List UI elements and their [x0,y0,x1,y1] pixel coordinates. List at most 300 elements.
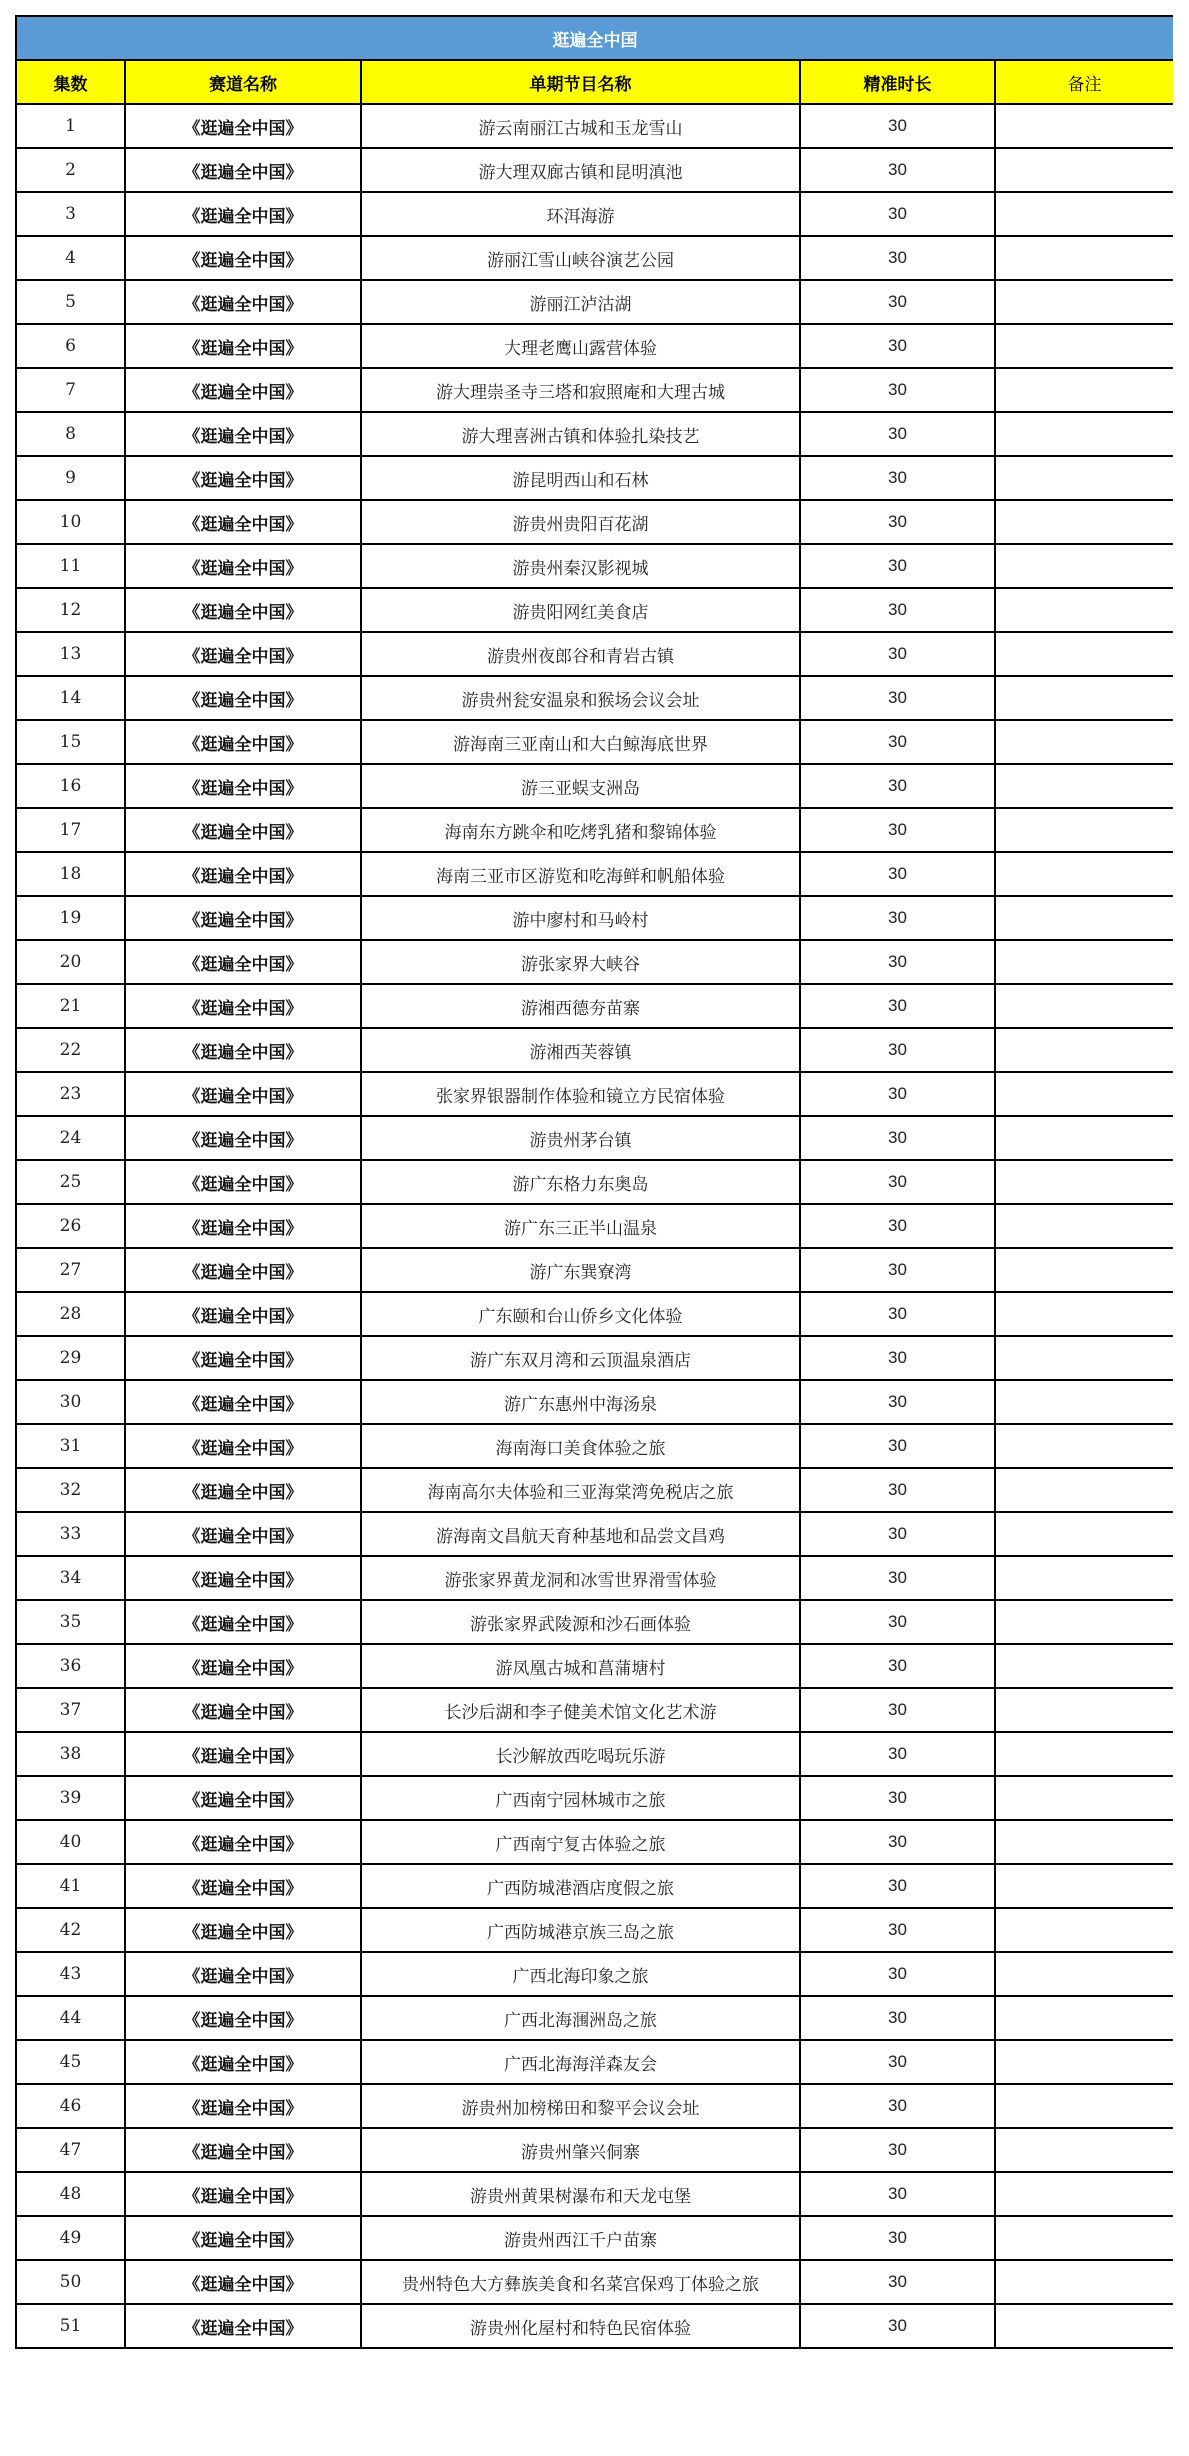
program-name-cell[interactable]: 游广东双月湾和云顶温泉酒店 [361,1336,800,1380]
notes-cell[interactable] [995,1556,1173,1600]
episode-number-cell[interactable]: 24 [16,1116,125,1160]
duration-cell[interactable]: 30 [800,1512,995,1556]
episode-number-cell[interactable]: 31 [16,1424,125,1468]
table-row [16,1952,1173,1996]
episode-number-cell[interactable]: 8 [16,412,125,456]
program-name-cell[interactable]: 游贵州黄果树瀑布和天龙屯堡 [361,2172,800,2216]
table-row [16,1292,1173,1336]
duration-cell[interactable]: 30 [800,2172,995,2216]
program-name-cell[interactable]: 广东颐和台山侨乡文化体验 [361,1292,800,1336]
notes-cell[interactable] [995,1732,1173,1776]
notes-cell[interactable] [995,500,1173,544]
episode-number-cell[interactable]: 13 [16,632,125,676]
program-name-cell[interactable]: 游丽江雪山峡谷演艺公园 [361,236,800,280]
episode-number-cell[interactable]: 19 [16,896,125,940]
episode-number-cell[interactable]: 4 [16,236,125,280]
episode-number-cell[interactable]: 38 [16,1732,125,1776]
program-name-cell[interactable]: 游湘西芙蓉镇 [361,1028,800,1072]
duration-cell[interactable]: 30 [800,1160,995,1204]
duration-cell[interactable]: 30 [800,2260,995,2304]
notes-cell[interactable] [995,588,1173,632]
program-name-cell[interactable]: 大理老鹰山露营体验 [361,324,800,368]
episode-number-cell[interactable]: 12 [16,588,125,632]
notes-cell[interactable] [995,236,1173,280]
notes-cell[interactable] [995,2084,1173,2128]
table-row [16,1600,1173,1644]
track-name-cell[interactable]: 《逛遍全中国》 [125,1732,361,1776]
duration-cell[interactable]: 30 [800,984,995,1028]
track-name-cell[interactable]: 《逛遍全中国》 [125,1600,361,1644]
track-name-cell[interactable]: 《逛遍全中国》 [125,104,361,148]
program-name-cell[interactable]: 游广东格力东奥岛 [361,1160,800,1204]
notes-cell[interactable] [995,940,1173,984]
program-name-cell[interactable]: 海南三亚市区游览和吃海鲜和帆船体验 [361,852,800,896]
track-name-cell[interactable]: 《逛遍全中国》 [125,1908,361,1952]
table-row [16,720,1173,764]
duration-cell[interactable]: 30 [800,1864,995,1908]
duration-cell[interactable]: 30 [800,896,995,940]
track-name-cell[interactable]: 《逛遍全中国》 [125,1556,361,1600]
notes-cell[interactable] [995,1116,1173,1160]
notes-cell[interactable] [995,368,1173,412]
episode-number-cell[interactable]: 18 [16,852,125,896]
track-name-cell[interactable]: 《逛遍全中国》 [125,280,361,324]
track-name-cell[interactable]: 《逛遍全中国》 [125,1688,361,1732]
notes-cell[interactable] [995,1380,1173,1424]
program-name-cell[interactable]: 游海南文昌航天育种基地和品尝文昌鸡 [361,1512,800,1556]
duration-cell[interactable]: 30 [800,1644,995,1688]
duration-cell[interactable]: 30 [800,1116,995,1160]
program-name-cell[interactable]: 贵州特色大方彝族美食和名菜宫保鸡丁体验之旅 [361,2260,800,2304]
duration-cell[interactable]: 30 [800,1248,995,1292]
duration-cell[interactable]: 30 [800,280,995,324]
duration-cell[interactable]: 30 [800,1776,995,1820]
track-name-cell[interactable]: 《逛遍全中国》 [125,852,361,896]
column-header-notes[interactable]: 备注 [995,60,1173,104]
program-name-cell[interactable]: 游凤凰古城和菖蒲塘村 [361,1644,800,1688]
table-row [16,2304,1173,2348]
notes-cell[interactable] [995,2172,1173,2216]
episode-number-cell[interactable]: 10 [16,500,125,544]
track-name-cell[interactable]: 《逛遍全中国》 [125,456,361,500]
program-name-cell[interactable]: 广西防城港京族三岛之旅 [361,1908,800,1952]
program-name-cell[interactable]: 游张家界大峡谷 [361,940,800,984]
program-name-cell[interactable]: 游湘西德夯苗寨 [361,984,800,1028]
track-name-cell[interactable]: 《逛遍全中国》 [125,2084,361,2128]
notes-cell[interactable] [995,1996,1173,2040]
program-name-cell[interactable]: 海南东方跳伞和吃烤乳猪和黎锦体验 [361,808,800,852]
program-name-cell[interactable]: 游贵州夜郎谷和青岩古镇 [361,632,800,676]
program-name-cell[interactable]: 环洱海游 [361,192,800,236]
episode-number-cell[interactable]: 11 [16,544,125,588]
program-name-cell[interactable]: 游张家界武陵源和沙石画体验 [361,1600,800,1644]
table-row [16,1644,1173,1688]
notes-cell[interactable] [995,280,1173,324]
program-name-cell[interactable]: 游海南三亚南山和大白鲸海底世界 [361,720,800,764]
episode-number-cell[interactable]: 6 [16,324,125,368]
duration-cell[interactable]: 30 [800,1600,995,1644]
duration-cell[interactable]: 30 [800,2304,995,2348]
duration-cell[interactable]: 30 [800,1424,995,1468]
duration-cell[interactable]: 30 [800,940,995,984]
header-row [16,60,1173,104]
track-name-cell[interactable]: 《逛遍全中国》 [125,588,361,632]
episode-number-cell[interactable]: 43 [16,1952,125,1996]
duration-cell[interactable]: 30 [800,1468,995,1512]
track-name-cell[interactable]: 《逛遍全中国》 [125,1116,361,1160]
program-name-cell[interactable]: 广西北海海洋森友会 [361,2040,800,2084]
duration-cell[interactable]: 30 [800,808,995,852]
program-name-cell[interactable]: 游大理双廊古镇和昆明滇池 [361,148,800,192]
duration-cell[interactable]: 30 [800,1292,995,1336]
duration-cell[interactable]: 30 [800,720,995,764]
track-name-cell[interactable]: 《逛遍全中国》 [125,500,361,544]
duration-cell[interactable]: 30 [800,2040,995,2084]
track-name-cell[interactable]: 《逛遍全中国》 [125,368,361,412]
track-name-cell[interactable]: 《逛遍全中国》 [125,1776,361,1820]
episode-number-cell[interactable]: 34 [16,1556,125,1600]
duration-cell[interactable]: 30 [800,1908,995,1952]
notes-cell[interactable] [995,1864,1173,1908]
program-name-cell[interactable]: 张家界银器制作体验和镜立方民宿体验 [361,1072,800,1116]
program-name-cell[interactable]: 广西北海印象之旅 [361,1952,800,1996]
column-header-track[interactable]: 赛道名称 [125,60,361,104]
notes-cell[interactable] [995,1336,1173,1380]
program-name-cell[interactable]: 长沙解放西吃喝玩乐游 [361,1732,800,1776]
program-name-cell[interactable]: 游贵州加榜梯田和黎平会议会址 [361,2084,800,2128]
program-name-cell[interactable]: 广西北海涠洲岛之旅 [361,1996,800,2040]
program-name-cell[interactable]: 游中廖村和马岭村 [361,896,800,940]
program-name-cell[interactable]: 游广东巽寮湾 [361,1248,800,1292]
duration-cell[interactable]: 30 [800,1336,995,1380]
duration-cell[interactable]: 30 [800,500,995,544]
notes-cell[interactable] [995,456,1173,500]
table-row [16,1556,1173,1600]
track-name-cell[interactable]: 《逛遍全中国》 [125,1512,361,1556]
program-name-cell[interactable]: 海南高尔夫体验和三亚海棠湾免税店之旅 [361,1468,800,1512]
episode-number-cell[interactable]: 3 [16,192,125,236]
episode-number-cell[interactable]: 36 [16,1644,125,1688]
column-header-duration[interactable]: 精准时长 [800,60,995,104]
episode-number-cell[interactable]: 30 [16,1380,125,1424]
table-row [16,2260,1173,2304]
duration-cell[interactable]: 30 [800,2216,995,2260]
table-row [16,1248,1173,1292]
table-row [16,1512,1173,1556]
episode-number-cell[interactable]: 49 [16,2216,125,2260]
program-name-cell[interactable]: 广西防城港酒店度假之旅 [361,1864,800,1908]
notes-cell[interactable] [995,1688,1173,1732]
episode-number-cell[interactable]: 25 [16,1160,125,1204]
track-name-cell[interactable]: 《逛遍全中国》 [125,2172,361,2216]
notes-cell[interactable] [995,1204,1173,1248]
notes-cell[interactable] [995,1072,1173,1116]
track-name-cell[interactable]: 《逛遍全中国》 [125,1072,361,1116]
duration-cell[interactable]: 30 [800,852,995,896]
track-name-cell[interactable]: 《逛遍全中国》 [125,1160,361,1204]
notes-cell[interactable] [995,2128,1173,2172]
program-name-cell[interactable]: 游贵州肇兴侗寨 [361,2128,800,2172]
track-name-cell[interactable]: 《逛遍全中国》 [125,1996,361,2040]
duration-cell[interactable]: 30 [800,632,995,676]
table-row [16,896,1173,940]
episode-number-cell[interactable]: 5 [16,280,125,324]
table-row [16,544,1173,588]
notes-cell[interactable] [995,192,1173,236]
table-body [16,104,1173,2348]
episode-number-cell[interactable]: 44 [16,1996,125,2040]
track-name-cell[interactable]: 《逛遍全中国》 [125,1864,361,1908]
notes-cell[interactable] [995,324,1173,368]
duration-cell[interactable]: 30 [800,1204,995,1248]
spreadsheet-area [15,15,1173,2440]
track-name-cell[interactable]: 《逛遍全中国》 [125,720,361,764]
duration-cell[interactable]: 30 [800,1688,995,1732]
table-row [16,940,1173,984]
duration-cell[interactable]: 30 [800,1952,995,1996]
table-row [16,1160,1173,1204]
duration-cell[interactable]: 30 [800,456,995,500]
program-name-cell[interactable]: 游贵州贵阳百花湖 [361,500,800,544]
table-row [16,280,1173,324]
program-name-cell[interactable]: 广西南宁复古体验之旅 [361,1820,800,1864]
program-name-cell[interactable]: 海南海口美食体验之旅 [361,1424,800,1468]
notes-cell[interactable] [995,720,1173,764]
notes-cell[interactable] [995,104,1173,148]
table-row [16,412,1173,456]
duration-cell[interactable]: 30 [800,1072,995,1116]
notes-cell[interactable] [995,852,1173,896]
episode-number-cell[interactable]: 9 [16,456,125,500]
program-name-cell[interactable]: 游贵州瓮安温泉和猴场会议会址 [361,676,800,720]
duration-cell[interactable]: 30 [800,1996,995,2040]
notes-cell[interactable] [995,1248,1173,1292]
program-name-cell[interactable]: 游广东三正半山温泉 [361,1204,800,1248]
column-header-program[interactable]: 单期节目名称 [361,60,800,104]
table-row [16,368,1173,412]
track-name-cell[interactable]: 《逛遍全中国》 [125,808,361,852]
duration-cell[interactable]: 30 [800,1732,995,1776]
episode-number-cell[interactable]: 45 [16,2040,125,2084]
table-row [16,1732,1173,1776]
table-row [16,324,1173,368]
episode-number-cell[interactable]: 33 [16,1512,125,1556]
episode-number-cell[interactable]: 20 [16,940,125,984]
notes-cell[interactable] [995,1512,1173,1556]
program-name-cell[interactable]: 游昆明西山和石林 [361,456,800,500]
duration-cell[interactable]: 30 [800,588,995,632]
duration-cell[interactable]: 30 [800,544,995,588]
notes-cell[interactable] [995,2304,1173,2348]
notes-cell[interactable] [995,1292,1173,1336]
notes-cell[interactable] [995,1028,1173,1072]
track-name-cell[interactable]: 《逛遍全中国》 [125,896,361,940]
episode-number-cell[interactable]: 17 [16,808,125,852]
track-name-cell[interactable]: 《逛遍全中国》 [125,1204,361,1248]
program-name-cell[interactable]: 游广东惠州中海汤泉 [361,1380,800,1424]
table-row [16,1776,1173,1820]
episode-number-cell[interactable]: 16 [16,764,125,808]
table-row [16,500,1173,544]
table-row [16,1072,1173,1116]
table-row [16,192,1173,236]
track-name-cell[interactable]: 《逛遍全中国》 [125,324,361,368]
track-name-cell[interactable]: 《逛遍全中国》 [125,412,361,456]
track-name-cell[interactable]: 《逛遍全中国》 [125,148,361,192]
table-row [16,588,1173,632]
episode-number-cell[interactable]: 26 [16,1204,125,1248]
program-name-cell[interactable]: 游贵州秦汉影视城 [361,544,800,588]
program-name-cell[interactable]: 游云南丽江古城和玉龙雪山 [361,104,800,148]
notes-cell[interactable] [995,544,1173,588]
track-name-cell[interactable]: 《逛遍全中国》 [125,764,361,808]
column-header-episode[interactable]: 集数 [16,60,125,104]
notes-cell[interactable] [995,148,1173,192]
episode-number-cell[interactable]: 22 [16,1028,125,1072]
episode-number-cell[interactable]: 41 [16,1864,125,1908]
episode-number-cell[interactable]: 27 [16,1248,125,1292]
track-name-cell[interactable]: 《逛遍全中国》 [125,2304,361,2348]
table-row [16,1204,1173,1248]
episode-number-cell[interactable]: 35 [16,1600,125,1644]
notes-cell[interactable] [995,1908,1173,1952]
episode-number-cell[interactable]: 7 [16,368,125,412]
track-name-cell[interactable]: 《逛遍全中国》 [125,940,361,984]
track-name-cell[interactable]: 《逛遍全中国》 [125,1952,361,1996]
track-name-cell[interactable]: 《逛遍全中国》 [125,2040,361,2084]
duration-cell[interactable]: 30 [800,676,995,720]
episode-number-cell[interactable]: 28 [16,1292,125,1336]
program-name-cell[interactable]: 游大理喜洲古镇和体验扎染技艺 [361,412,800,456]
episode-number-cell[interactable]: 42 [16,1908,125,1952]
episode-number-cell[interactable]: 40 [16,1820,125,1864]
table-row [16,2040,1173,2084]
track-name-cell[interactable]: 《逛遍全中国》 [125,2128,361,2172]
duration-cell[interactable]: 30 [800,1556,995,1600]
notes-cell[interactable] [995,632,1173,676]
notes-cell[interactable] [995,984,1173,1028]
duration-cell[interactable]: 30 [800,1820,995,1864]
notes-cell[interactable] [995,412,1173,456]
table-row [16,148,1173,192]
notes-cell[interactable] [995,2040,1173,2084]
duration-cell[interactable]: 30 [800,2128,995,2172]
duration-cell[interactable]: 30 [800,1028,995,1072]
duration-cell[interactable]: 30 [800,192,995,236]
track-name-cell[interactable]: 《逛遍全中国》 [125,1292,361,1336]
episode-number-cell[interactable]: 51 [16,2304,125,2348]
track-name-cell[interactable]: 《逛遍全中国》 [125,1028,361,1072]
table-row [16,2216,1173,2260]
notes-cell[interactable] [995,808,1173,852]
table-row [16,1996,1173,2040]
episode-number-cell[interactable]: 39 [16,1776,125,1820]
notes-cell[interactable] [995,1600,1173,1644]
notes-cell[interactable] [995,764,1173,808]
program-name-cell[interactable]: 游大理崇圣寺三塔和寂照庵和大理古城 [361,368,800,412]
notes-cell[interactable] [995,1644,1173,1688]
program-name-cell[interactable]: 长沙后湖和李子健美术馆文化艺术游 [361,1688,800,1732]
program-name-cell[interactable]: 游贵州茅台镇 [361,1116,800,1160]
duration-cell[interactable]: 30 [800,764,995,808]
track-name-cell[interactable]: 《逛遍全中国》 [125,1820,361,1864]
program-name-cell[interactable]: 游贵州化屋村和特色民宿体验 [361,2304,800,2348]
duration-cell[interactable]: 30 [800,412,995,456]
notes-cell[interactable] [995,1776,1173,1820]
track-name-cell[interactable]: 《逛遍全中国》 [125,1424,361,1468]
episode-number-cell[interactable]: 15 [16,720,125,764]
track-name-cell[interactable]: 《逛遍全中国》 [125,632,361,676]
program-name-cell[interactable]: 广西南宁园林城市之旅 [361,1776,800,1820]
program-name-cell[interactable]: 游三亚蜈支洲岛 [361,764,800,808]
track-name-cell[interactable]: 《逛遍全中国》 [125,2260,361,2304]
track-name-cell[interactable]: 《逛遍全中国》 [125,1248,361,1292]
table-row [16,1116,1173,1160]
track-name-cell[interactable]: 《逛遍全中国》 [125,1336,361,1380]
notes-cell[interactable] [995,896,1173,940]
track-name-cell[interactable]: 《逛遍全中国》 [125,1380,361,1424]
duration-cell[interactable]: 30 [800,2084,995,2128]
duration-cell[interactable]: 30 [800,368,995,412]
episode-number-cell[interactable]: 47 [16,2128,125,2172]
notes-cell[interactable] [995,676,1173,720]
notes-cell[interactable] [995,1160,1173,1204]
program-name-cell[interactable]: 游张家界黄龙洞和冰雪世界滑雪体验 [361,1556,800,1600]
episode-number-cell[interactable]: 32 [16,1468,125,1512]
duration-cell[interactable]: 30 [800,324,995,368]
episode-number-cell[interactable]: 29 [16,1336,125,1380]
duration-cell[interactable]: 30 [800,104,995,148]
track-name-cell[interactable]: 《逛遍全中国》 [125,192,361,236]
table-row [16,1028,1173,1072]
table-row [16,1424,1173,1468]
track-name-cell[interactable]: 《逛遍全中国》 [125,236,361,280]
episode-number-cell[interactable]: 1 [16,104,125,148]
notes-cell[interactable] [995,2260,1173,2304]
track-name-cell[interactable]: 《逛遍全中国》 [125,1644,361,1688]
program-name-cell[interactable]: 游贵州西江千户苗寨 [361,2216,800,2260]
episode-number-cell[interactable]: 14 [16,676,125,720]
episode-number-cell[interactable]: 37 [16,1688,125,1732]
duration-cell[interactable]: 30 [800,236,995,280]
program-name-cell[interactable]: 游丽江泸沽湖 [361,280,800,324]
track-name-cell[interactable]: 《逛遍全中国》 [125,544,361,588]
duration-cell[interactable]: 30 [800,1380,995,1424]
episode-number-cell[interactable]: 50 [16,2260,125,2304]
table-title[interactable]: 逛遍全中国 [16,16,1173,60]
notes-cell[interactable] [995,1424,1173,1468]
track-name-cell[interactable]: 《逛遍全中国》 [125,984,361,1028]
episode-number-cell[interactable]: 21 [16,984,125,1028]
table-row [16,1688,1173,1732]
track-name-cell[interactable]: 《逛遍全中国》 [125,2216,361,2260]
episode-number-cell[interactable]: 46 [16,2084,125,2128]
track-name-cell[interactable]: 《逛遍全中国》 [125,676,361,720]
notes-cell[interactable] [995,1468,1173,1512]
notes-cell[interactable] [995,2216,1173,2260]
episode-number-cell[interactable]: 23 [16,1072,125,1116]
table-row [16,1468,1173,1512]
program-name-cell[interactable]: 游贵阳网红美食店 [361,588,800,632]
episode-number-cell[interactable]: 2 [16,148,125,192]
table-row [16,2084,1173,2128]
notes-cell[interactable] [995,1820,1173,1864]
notes-cell[interactable] [995,1952,1173,1996]
episode-number-cell[interactable]: 48 [16,2172,125,2216]
table-row [16,676,1173,720]
duration-cell[interactable]: 30 [800,148,995,192]
track-name-cell[interactable]: 《逛遍全中国》 [125,1468,361,1512]
